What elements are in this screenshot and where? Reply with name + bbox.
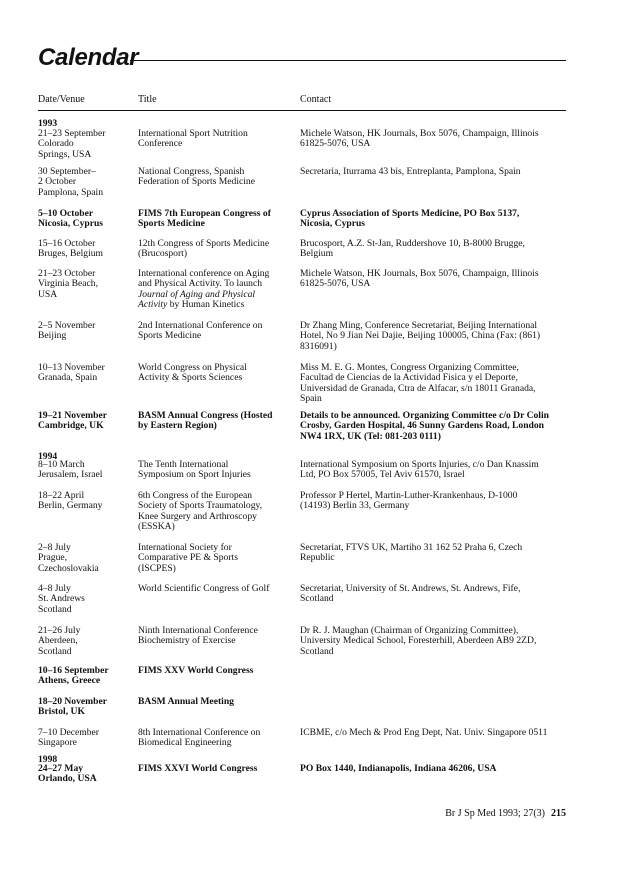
row-date-line: 10–16 September (38, 665, 109, 676)
row-contact-line: Cyprus Association of Sports Medicine, PO Box 5137, (300, 208, 520, 219)
row-contact (300, 626, 566, 657)
row-title-line: International Sport Nutrition (138, 128, 248, 139)
row-date-line: Pamplona, Spain (38, 186, 104, 198)
row-date (38, 460, 150, 481)
row-title-line: Activity & Sports Sciences (138, 372, 243, 384)
header-rule (38, 110, 566, 111)
row-contact-line: Hotel, No 9 Jian Nei Dajie, Beijing 100005, China (Fax: (861) (300, 330, 541, 342)
row-title (138, 209, 288, 230)
year-label: 1993 (38, 118, 58, 129)
row-contact (300, 363, 566, 404)
row-title (138, 584, 288, 594)
row-date-line: Bristol, UK (38, 706, 85, 718)
row-title-line: Comparative PE & Sports (138, 552, 238, 564)
row-title-line: 12th Congress of Sports Medicine (138, 238, 270, 249)
row-title (138, 269, 288, 310)
row-contact-line: Secretariat, University of St. Andrews, St. Andrews, Fife, (300, 583, 521, 594)
year-label: 1998 (38, 754, 58, 765)
row-title-line: Activity by Human Kinetics (138, 298, 245, 310)
row-date-line: Virginia Beach, (38, 278, 98, 290)
row-contact-line: Michele Watson, HK Journals, Box 5076, Champaign, Illinois (300, 268, 539, 279)
row-title-line: 8th International Conference on (138, 727, 261, 738)
title-rule (130, 60, 566, 61)
row-contact-line: NW4 1RX, UK (Tel: 081-203 0111) (300, 430, 441, 442)
row-date-line: Beijing (38, 330, 67, 342)
row-date-line: Scotland (38, 603, 72, 615)
row-contact-line: Dr R. J. Maughan (Chairman of Organizing Committee), (300, 625, 519, 636)
row-date-line: 2–5 November (38, 320, 96, 331)
row-date (38, 697, 150, 718)
row-date (38, 321, 150, 342)
row-title-line: Conference (138, 138, 183, 150)
row-date-line: 4–8 July (38, 583, 71, 594)
row-date-line: 7–10 December (38, 727, 100, 738)
row-title (138, 491, 288, 532)
row-date-line: 15–16 October (38, 238, 96, 249)
row-contact-line: Crosby, Garden Hospital, 46 Sunny Gardens Road, London (300, 420, 544, 432)
row-title-line: FIMS 7th European Congress of (138, 208, 271, 219)
row-contact-line: International Symposium on Sports Injuries, c/o Dan Knassim (300, 459, 539, 470)
row-contact (300, 321, 566, 352)
row-title (138, 666, 288, 676)
row-contact (300, 411, 566, 442)
row-contact-line: Brucosport, A.Z. St-Jan, Ruddershove 10, B-8000 Brugge, (300, 238, 525, 249)
footer (0, 808, 566, 819)
row-title (138, 764, 288, 774)
row-title (138, 321, 288, 342)
row-contact (300, 269, 566, 290)
page-title: Calendar (38, 44, 139, 71)
year-label: 1994 (38, 451, 58, 462)
row-contact (300, 584, 566, 605)
row-contact (300, 460, 566, 481)
row-title-line: 2nd International Conference on (138, 320, 263, 331)
row-title-line: World Congress on Physical (138, 362, 247, 373)
row-date (38, 129, 150, 160)
row-title (138, 543, 288, 574)
row-date-line: Prague, (38, 552, 68, 564)
row-contact (300, 764, 566, 774)
row-date (38, 728, 150, 749)
row-title-line: by Eastern Region) (138, 420, 217, 432)
row-date-line: 2–8 July (38, 542, 71, 553)
row-title-line: Symposium on Sport Injuries (138, 469, 251, 481)
row-contact-line: Professor P Hertel, Martin-Luther-Krankenhaus, D-1000 (300, 490, 518, 501)
row-contact-line: Spain (300, 392, 322, 404)
row-date-line: Bruges, Belgium (38, 248, 104, 260)
row-title-line: The Tenth International (138, 459, 229, 470)
row-contact-line: Scotland (300, 645, 334, 657)
row-contact (300, 239, 566, 260)
row-date (38, 269, 150, 300)
row-date-line: 2 October (38, 176, 77, 188)
row-contact-line: Belgium (300, 248, 334, 260)
row-title-line: Journal of Aging and Physical (138, 288, 256, 300)
row-contact-line: Secretaria, Iturrama 43 bis, Entreplanta, Pamplona, Spain (300, 166, 521, 177)
row-date-line: Athens, Greece (38, 675, 101, 687)
row-title-line: (Brucosport) (138, 248, 188, 260)
row-date-line: USA (38, 288, 58, 300)
row-date-line: Colorado (38, 138, 74, 150)
row-contact-line: University Medical School, Foresterhill, Aberdeen AB9 2ZD, (300, 635, 537, 647)
row-title-line: Biomedical Engineering (138, 737, 232, 749)
row-title (138, 626, 288, 647)
row-title-line: Sports Medicine (138, 218, 205, 230)
row-title (138, 411, 288, 432)
header-date-venue: Date/Venue (38, 94, 85, 105)
row-date-line: 19–21 November (38, 410, 108, 421)
row-title-line: Ninth International Conference (138, 625, 258, 636)
row-title-line: and Physical Activity. To launch (138, 278, 263, 290)
row-contact (300, 129, 566, 150)
row-title (138, 363, 288, 384)
row-date (38, 363, 150, 384)
row-contact-line: Republic (300, 552, 335, 564)
row-title-line: (ESSKA) (138, 520, 175, 532)
row-title-line: Society of Sports Traumatology, (138, 500, 263, 512)
row-date (38, 584, 150, 615)
row-contact-line: 61825-5076, USA (300, 138, 371, 150)
row-contact-line: Scotland (300, 593, 334, 605)
row-contact (300, 491, 566, 512)
row-date (38, 666, 150, 687)
row-date-line: Berlin, Germany (38, 500, 103, 512)
row-date (38, 411, 150, 432)
row-date-line: Jerusalem, Israel (38, 469, 103, 481)
row-title (138, 239, 288, 260)
row-contact-line: Ltd, PO Box 57005, Tel Aviv 61570, Israel (300, 469, 465, 481)
row-title-line: National Congress, Spanish (138, 166, 245, 177)
row-date-line: 18–20 November (38, 696, 108, 707)
row-title (138, 129, 288, 150)
row-date-line: Czechoslovakia (38, 562, 99, 574)
row-date-line: 10–13 November (38, 362, 105, 373)
row-date-line: Nicosia, Cyprus (38, 218, 104, 230)
row-date-line: Cambridge, UK (38, 420, 104, 432)
row-date-line: 21–23 September (38, 128, 106, 139)
row-title-line: Knee Surgery and Arthroscopy (138, 510, 257, 522)
row-contact-line: Nicosia, Cyprus (300, 218, 366, 230)
row-title (138, 167, 288, 188)
row-date (38, 167, 150, 198)
row-title-line: BASM Annual Congress (Hosted (138, 410, 273, 421)
row-title-line: 6th Congress of the European (138, 490, 253, 501)
row-date (38, 626, 150, 657)
row-date-line: Orlando, USA (38, 773, 97, 785)
row-date-line: Scotland (38, 645, 72, 657)
row-contact-line: Dr Zhang Ming, Conference Secretariat, Beijing International (300, 320, 538, 331)
row-contact-line: PO Box 1440, Indianapolis, Indiana 46206, USA (300, 763, 497, 774)
row-date-line: 5–10 October (38, 208, 94, 219)
row-date-line: Singapore (38, 737, 77, 749)
row-date (38, 239, 150, 260)
row-contact-line: 8316091) (300, 340, 337, 352)
row-date (38, 209, 150, 230)
row-title-line: BASM Annual Meeting (138, 696, 234, 707)
row-date-line: 21–23 October (38, 268, 96, 279)
row-date (38, 764, 150, 785)
row-contact-line: Details to be announced. Organizing Committee c/o Dr Colin (300, 410, 549, 421)
row-title-line: International Society for (138, 542, 232, 553)
row-title-line: FIMS XXV World Congress (138, 665, 254, 676)
row-title (138, 728, 288, 749)
row-title (138, 460, 288, 481)
row-title-line: International conference on Aging (138, 268, 270, 279)
row-contact-line: ICBME, c/o Mech & Prod Eng Dept, Nat. Univ. Singapore 0511 (300, 727, 548, 738)
row-title-line: (ISCPES) (138, 562, 176, 574)
row-date-line: 24–27 May (38, 763, 84, 774)
row-title-line: Sports Medicine (138, 330, 202, 342)
row-title-line: FIMS XXVI World Congress (138, 763, 258, 774)
row-contact-line: (14193) Berlin 33, Germany (300, 500, 410, 512)
row-contact (300, 728, 566, 738)
row-contact-line: Miss M. E. G. Montes, Congress Organizing Committee, (300, 362, 519, 373)
row-contact (300, 209, 566, 230)
row-title (138, 697, 288, 707)
footer-citation: Br J Sp Med 1993; 27(3) (445, 808, 545, 819)
row-title-line: Biochemistry of Exercise (138, 635, 236, 647)
row-title-line: World Scientific Congress of Golf (138, 583, 270, 594)
row-date-line: 18–22 April (38, 490, 85, 501)
row-title-line: Federation of Sports Medicine (138, 176, 255, 188)
row-date-line: St. Andrews (38, 593, 85, 605)
row-date (38, 491, 150, 512)
row-contact-line: 61825-5076, USA (300, 278, 371, 290)
row-date-line: 21–26 July (38, 625, 81, 636)
row-date-line: 8–10 March (38, 459, 85, 470)
header-title: Title (138, 94, 157, 105)
row-contact-line: Universidad de Granada, Ctra de Alfacar, s/n 18011 Granada, (300, 382, 536, 394)
row-date-line: Aberdeen, (38, 635, 78, 647)
row-date-line: Granada, Spain (38, 372, 98, 384)
header-contact: Contact (300, 94, 332, 105)
row-date (38, 543, 150, 574)
row-contact (300, 543, 566, 564)
row-date-line: 30 September– (38, 166, 96, 177)
row-contact-line: Secretariat, FTVS UK, Martiho 31 162 52 Praha 6, Czech (300, 542, 523, 553)
row-contact-line: Facultad de Ciencias de la Actividad Fisica y el Deporte, (300, 372, 518, 384)
row-contact-line: Michele Watson, HK Journals, Box 5076, Champaign, Illinois (300, 128, 539, 139)
footer-page-number: 215 (551, 808, 566, 819)
row-date-line: Springs, USA (38, 148, 92, 160)
title-bar (38, 44, 566, 74)
row-contact (300, 167, 566, 177)
